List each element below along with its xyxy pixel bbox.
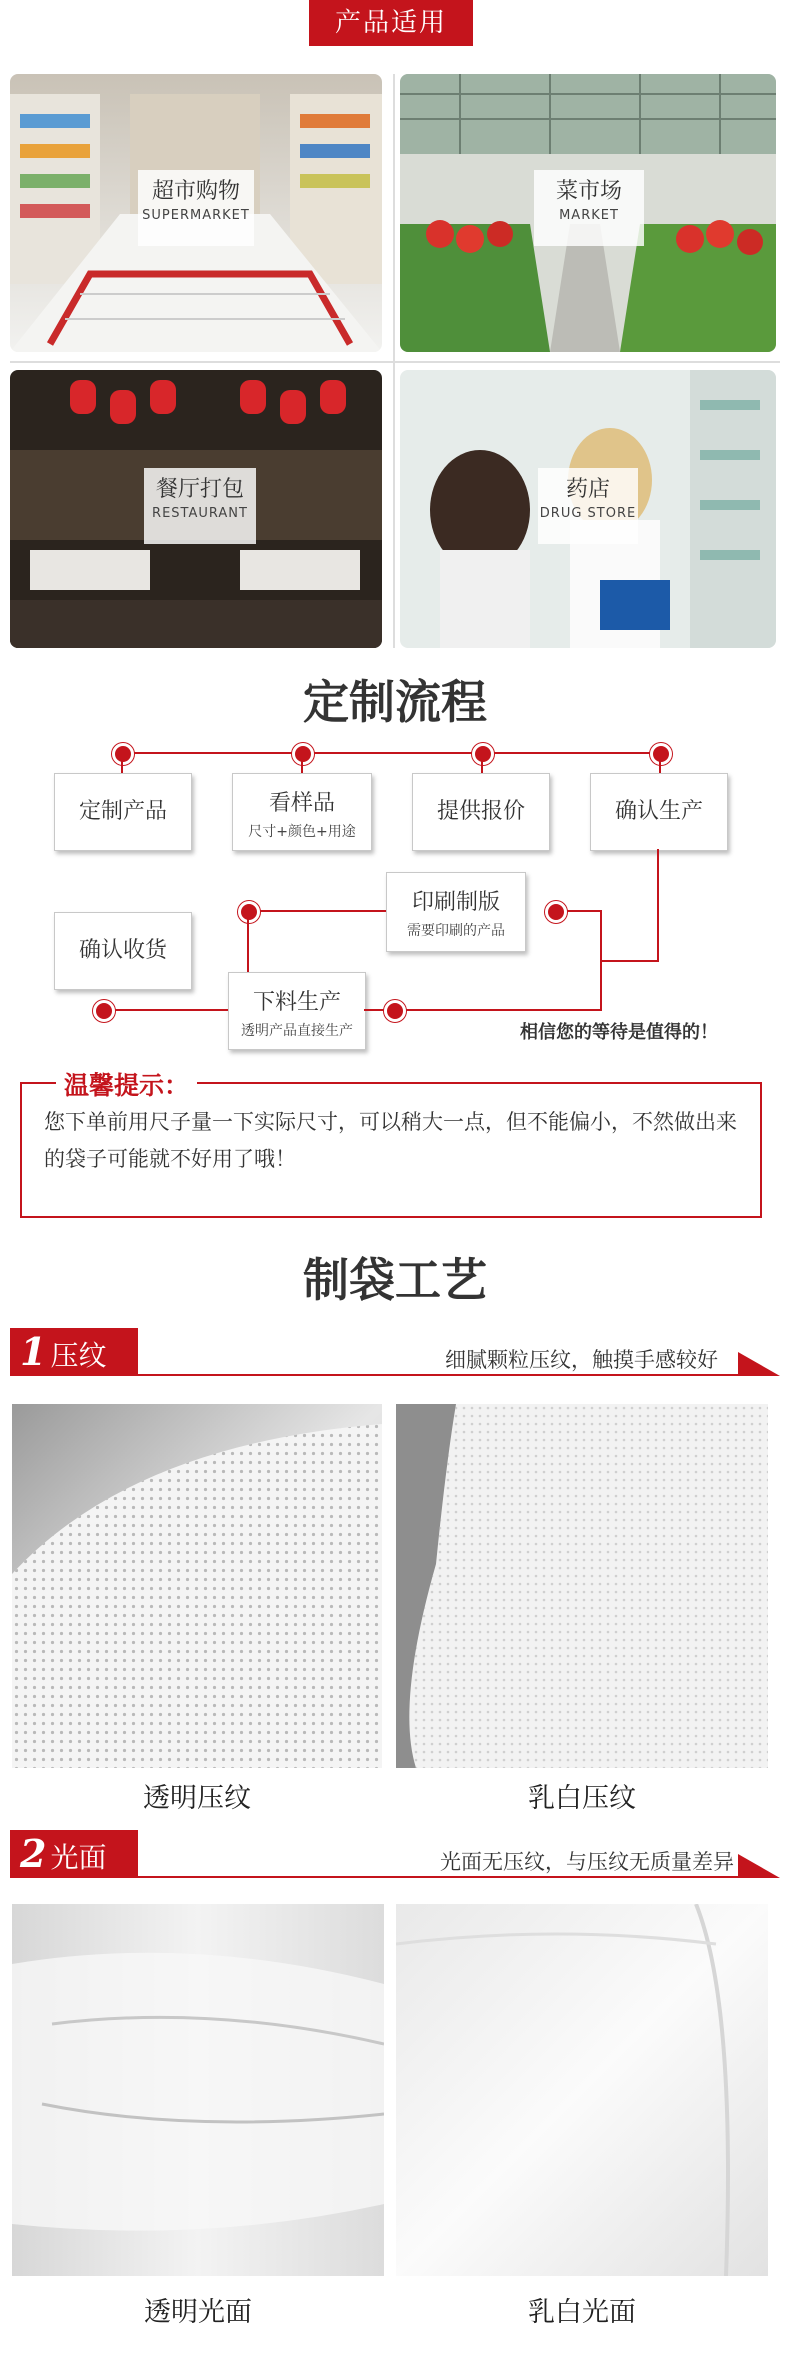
milky-smooth-photo [396,1904,768,2276]
scene-subtitle: RESTAURANT [152,506,248,521]
process-dot [472,743,494,765]
step-production [228,972,366,1050]
craft-section-name: 压纹 [50,1339,107,1372]
scene-drugstore [400,370,776,648]
process-line [659,753,661,773]
craft-section-number: 1 [20,1329,47,1374]
process-dot [292,743,314,765]
craft-section-1-tag [10,1328,138,1376]
craft-section-2-tag [10,1830,138,1878]
process-line [122,752,658,754]
process-title: 定制流程 [303,675,487,729]
process-line [108,1009,228,1011]
step-print-plate [386,872,526,952]
process-line [121,753,123,773]
scene-subtitle: DRUG STORE [539,506,637,521]
section-tag-product-usage: 产品适用 [309,0,473,46]
process-dot [93,1000,115,1022]
process-line [600,960,602,1011]
tip-text: 您下单前用尺子量一下实际尺寸，可以稍大一点，但不能偏小，不然做出来的袋子可能就不好用了哦！ [44,1110,737,1171]
rule-arrow-icon [738,1854,780,1878]
craft-item-caption: 透明压纹 [143,1783,251,1814]
process-slogan: 相信您的等待是值得的！ [520,1022,718,1043]
scene-restaurant [10,370,382,648]
process-line [657,849,659,961]
process-line [600,910,602,962]
scene-title: 超市购物 [151,179,240,204]
process-dot [238,901,260,923]
craft-section-desc: 光面无压纹，与压纹无质量差异 [440,1850,734,1874]
craft-section-rule [138,1876,738,1878]
craft-section-desc: 细腻颗粒压纹，触摸手感较好 [445,1348,718,1372]
step-subtitle: 尺寸+颜色+用途 [248,824,356,840]
step-title: 印刷制版 [411,890,500,915]
process-dot [545,901,567,923]
divider-horizontal [10,361,780,363]
craft-section-rule [138,1374,738,1376]
transparent-smooth-photo [12,1904,384,2276]
step-confirm-receipt [54,912,192,990]
scene-subtitle: SUPERMARKET [142,208,250,223]
step-subtitle: 需要印刷的产品 [407,923,505,939]
step-title: 确认收货 [78,938,167,963]
step-title: 下料生产 [252,990,341,1015]
scene-badge [144,468,256,544]
step-subtitle: 透明产品直接生产 [241,1023,353,1039]
rule-arrow-icon [738,1352,780,1376]
step-custom-product [54,773,192,851]
step-quote [412,773,550,851]
process-line [247,912,249,972]
scene-badge [534,170,644,246]
process-dot [384,1000,406,1022]
scene-subtitle: MARKET [559,208,619,223]
process-dot [112,743,134,765]
process-line [258,910,386,912]
craft-section-name: 光面 [50,1841,107,1874]
step-title: 定制产品 [78,799,167,824]
scene-title: 药店 [565,477,610,502]
scene-badge [538,468,638,544]
craft-item-caption: 乳白压纹 [528,1783,636,1814]
tip-label: 温馨提示： [56,1066,197,1102]
craft-section-number: 2 [20,1831,47,1876]
process-dot [650,743,672,765]
step-confirm-production [590,773,728,851]
tip-box-accent [20,1082,36,1084]
step-view-sample [232,773,372,851]
scene-supermarket [10,74,382,352]
step-title: 看样品 [268,791,335,816]
scene-title: 菜市场 [555,179,622,204]
milky-embossed-photo [396,1404,768,1768]
craft-item-caption: 乳白光面 [528,2297,636,2328]
scene-badge [138,170,254,246]
process-line [301,753,303,773]
craft-item-caption: 透明光面 [144,2297,252,2328]
process-line [600,960,659,962]
craft-title: 制袋工艺 [303,1253,487,1307]
step-title: 确认生产 [614,799,703,824]
process-line [481,753,483,773]
transparent-embossed-photo [12,1404,382,1768]
scene-market [400,74,776,352]
scene-title: 餐厅打包 [155,477,244,502]
step-title: 提供报价 [436,799,525,824]
